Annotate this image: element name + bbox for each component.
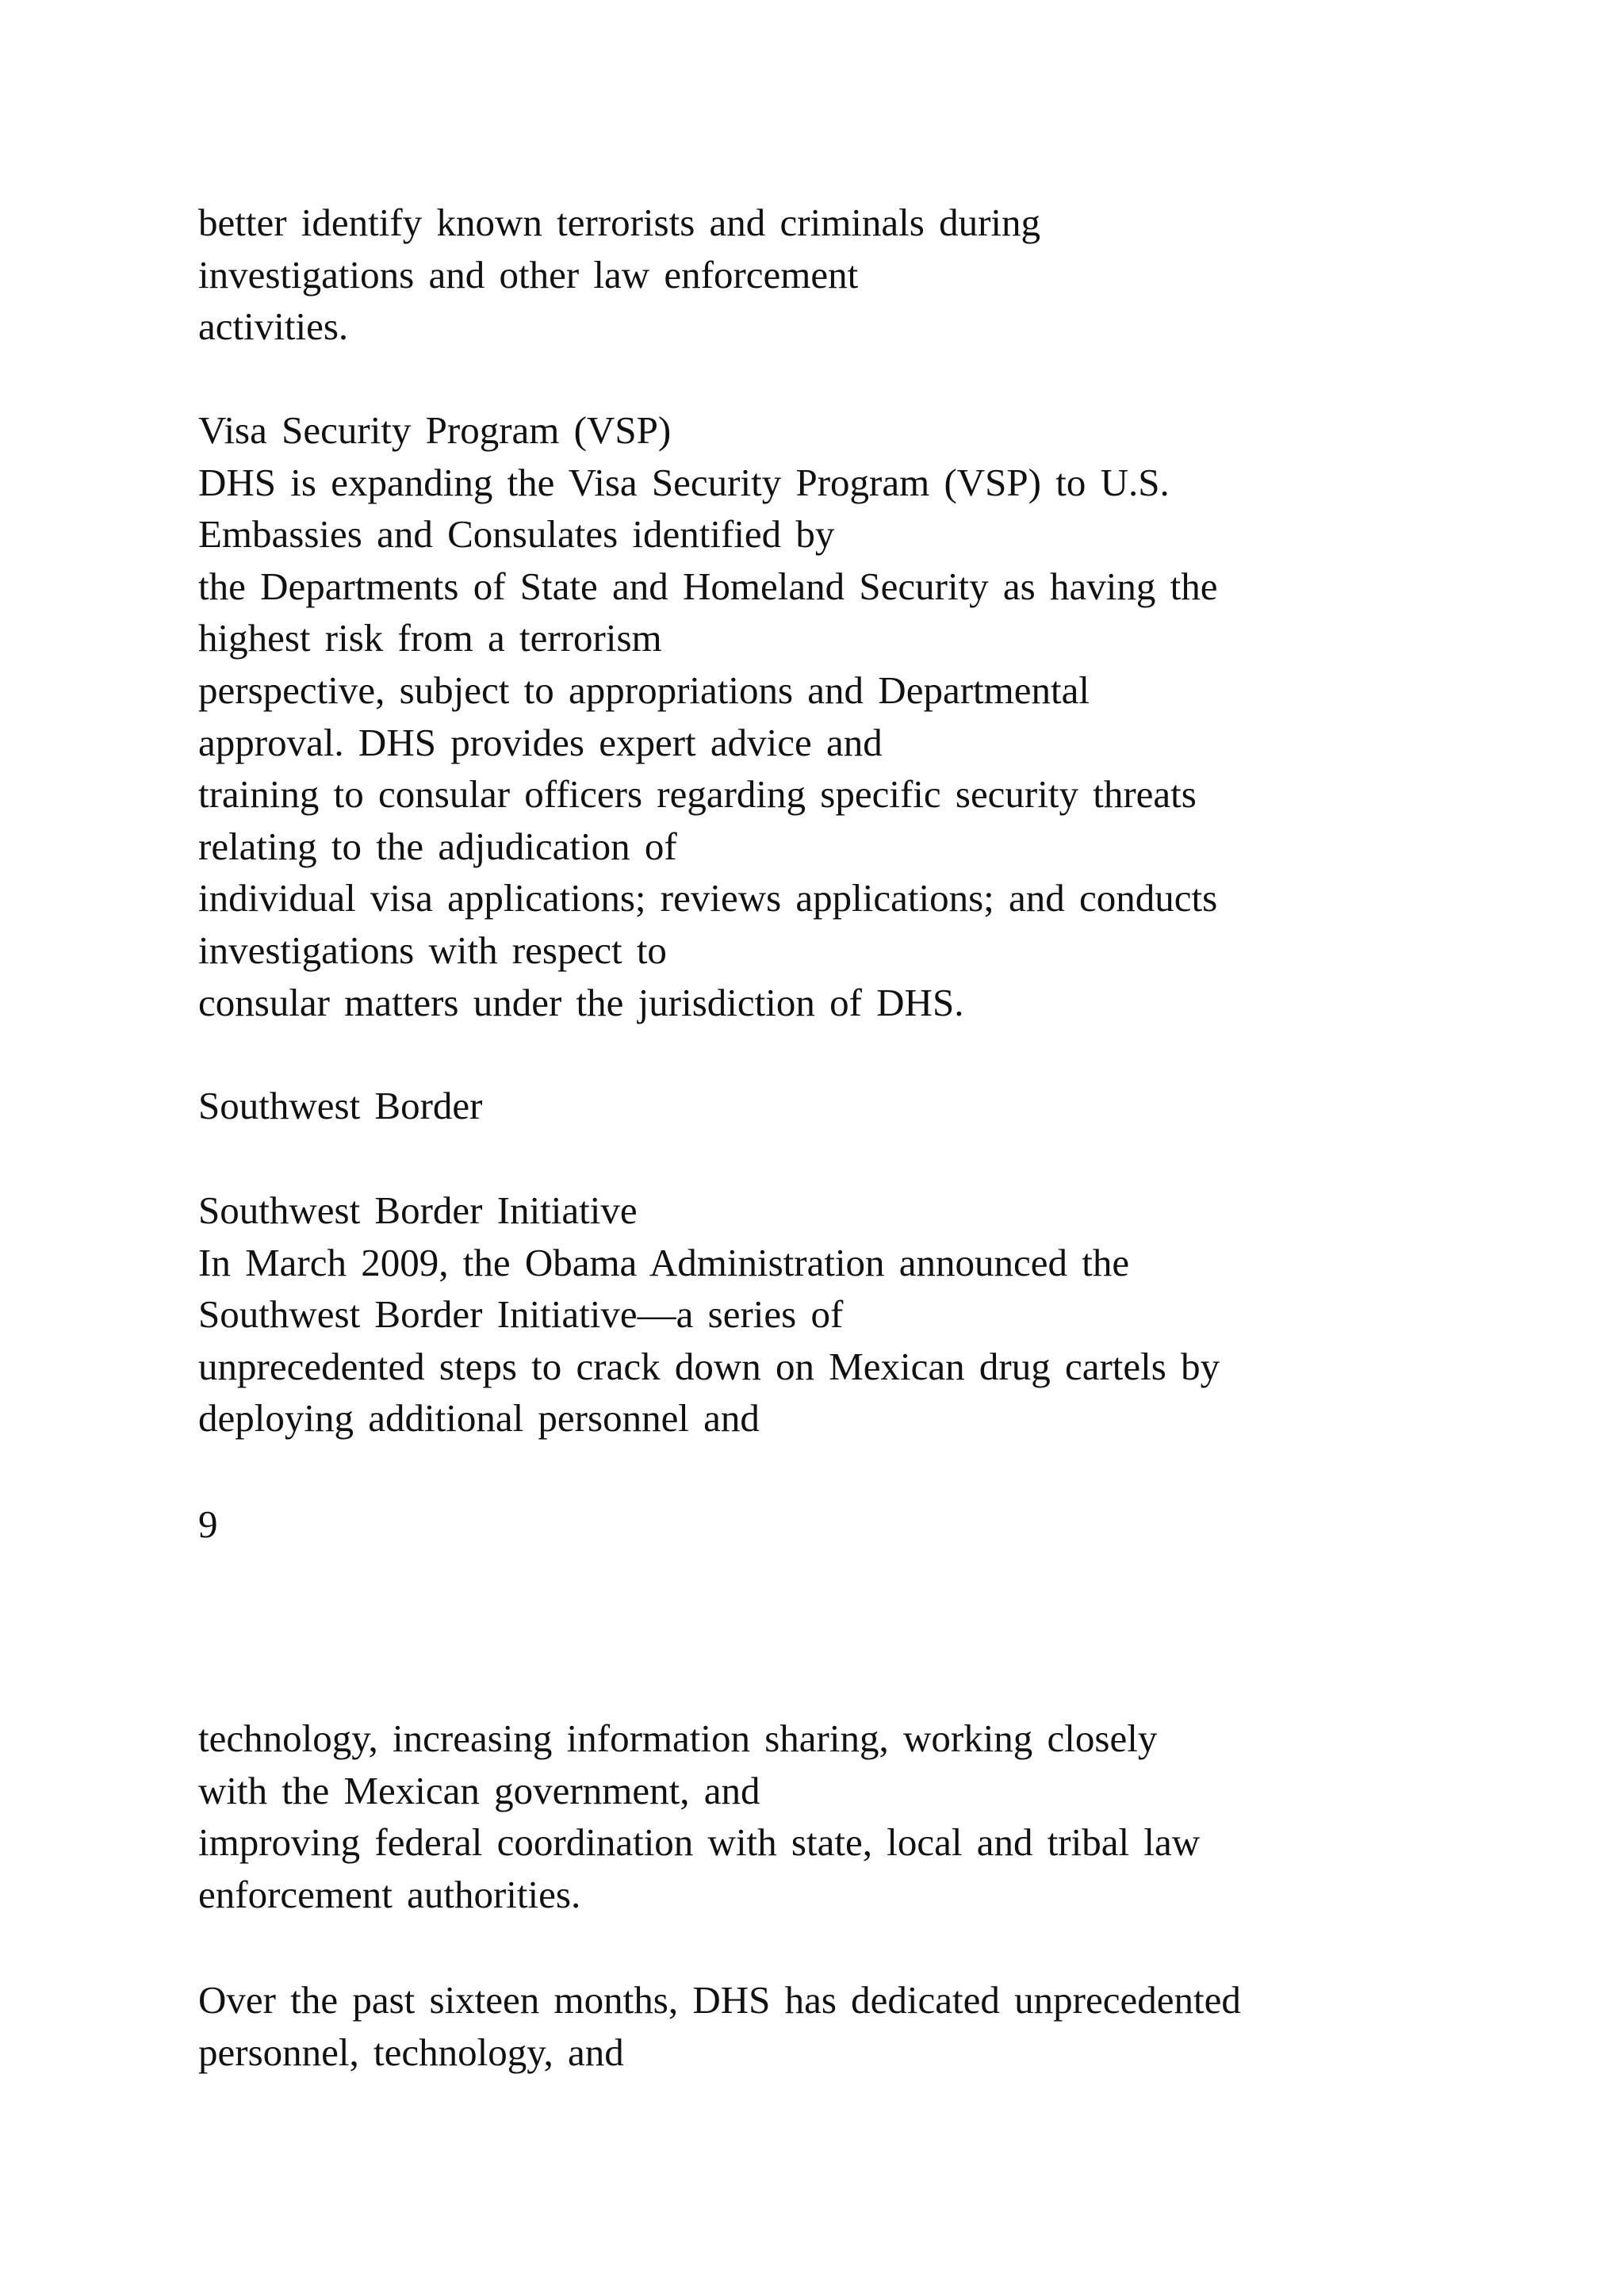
text-line: technology, increasing information sharing, working closely xyxy=(198,1716,1158,1760)
text-line: investigations with respect to xyxy=(198,928,667,972)
southwest-border-heading xyxy=(198,1080,1435,1132)
text-line: Over the past sixteen months, DHS has dedicated unprecedented xyxy=(198,1978,1241,2022)
text-line: deploying additional personnel and xyxy=(198,1396,760,1441)
text-line: investigations and other law enforcement xyxy=(198,252,859,297)
section-heading: Visa Security Program (VSP) xyxy=(198,408,672,452)
text-line: with the Mexican government, and xyxy=(198,1768,760,1812)
page-number-text: 9 xyxy=(198,1502,218,1546)
text-line: the Departments of State and Homeland Security as having the xyxy=(198,564,1218,608)
text-line: perspective, subject to appropriations and Departmental xyxy=(198,668,1090,712)
visa-security-program-section xyxy=(198,404,1435,1028)
subsection-heading: Southwest Border Initiative xyxy=(198,1188,638,1232)
text-line: consular matters under the jurisdiction of DHS. xyxy=(198,980,964,1024)
text-line: relating to the adjudication of xyxy=(198,824,677,868)
text-line: Embassies and Consulates identified by xyxy=(198,512,835,557)
text-line: improving federal coordination with state, local and tribal law xyxy=(198,1820,1201,1865)
southwest-border-initiative-section xyxy=(198,1184,1435,1445)
text-line: Southwest Border Initiative—a series of xyxy=(198,1292,844,1337)
text-line: highest risk from a terrorism xyxy=(198,616,662,660)
section-heading: Southwest Border xyxy=(198,1084,483,1127)
text-line: personnel, technology, and xyxy=(198,2030,624,2074)
text-line: better identify known terrorists and criminals during xyxy=(198,201,1041,244)
text-line: enforcement authorities. xyxy=(198,1872,581,1916)
text-line: activities. xyxy=(198,304,349,349)
text-line: In March 2009, the Obama Administration announced the xyxy=(198,1240,1130,1284)
past-months-paragraph xyxy=(198,1974,1435,2078)
intro-paragraph xyxy=(198,197,1435,353)
text-line: unprecedented steps to crack down on Mexican drug cartels by xyxy=(198,1344,1220,1388)
text-line: DHS is expanding the Visa Security Program (VSP) to U.S. xyxy=(198,460,1170,504)
text-line: approval. DHS provides expert advice and xyxy=(198,720,883,764)
page-number xyxy=(198,1498,1435,1551)
text-line: training to consular officers regarding specific security threats xyxy=(198,772,1197,817)
text-line: individual visa applications; reviews applications; and conducts xyxy=(198,876,1218,920)
continuation-paragraph xyxy=(198,1712,1435,1920)
